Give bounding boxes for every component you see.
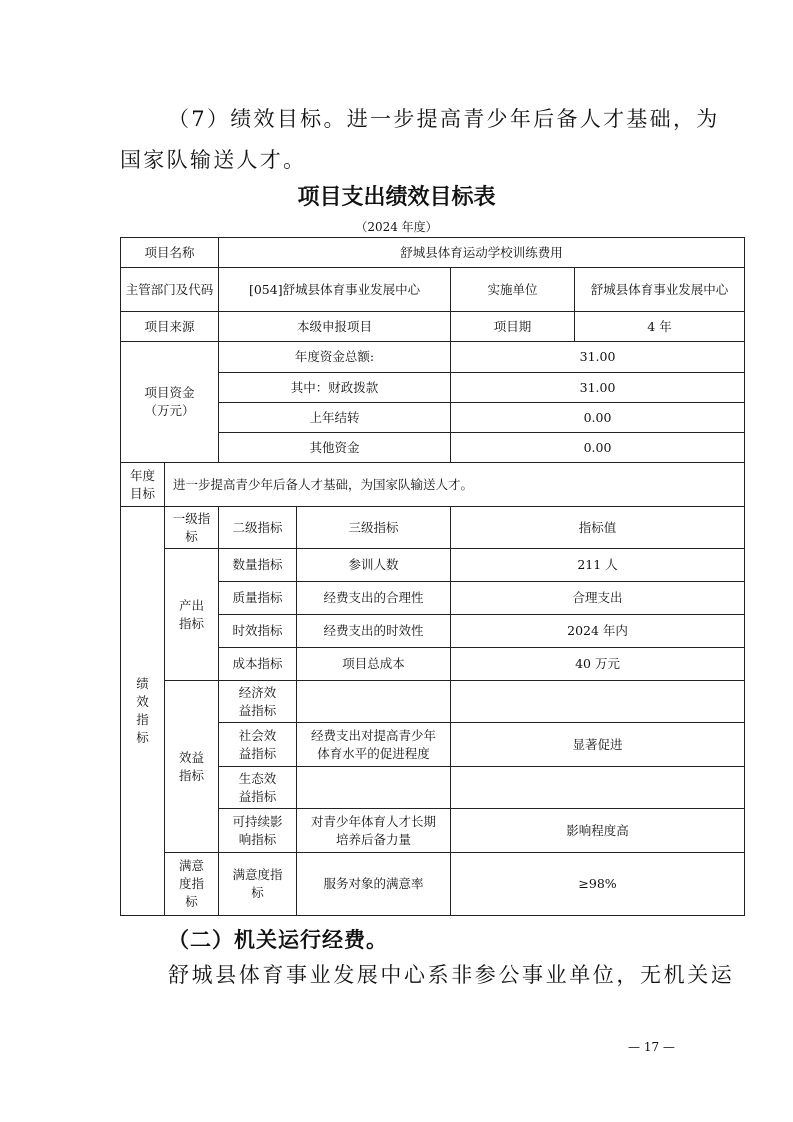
level3-cell [297, 681, 451, 723]
table-row [121, 238, 745, 268]
table-row [121, 342, 745, 373]
intro-line-1: （7）绩效目标。进一步提高青少年后备人才基础，为 [168, 107, 720, 131]
benefit-label: 效益指标 [165, 681, 219, 853]
level3-cell: 经费支出的合理性 [297, 582, 451, 615]
indicator-value: 40 万元 [451, 648, 745, 681]
indicator-value: 2024 年内 [451, 615, 745, 648]
header-value: 指标值 [451, 507, 745, 549]
table-row [121, 549, 745, 582]
table-row [121, 507, 745, 549]
source-label: 项目来源 [121, 312, 219, 342]
level2-cell: 成本指标 [219, 648, 297, 681]
table-row [121, 681, 745, 723]
indicator-value [451, 681, 745, 723]
performance-label: 绩效指标 [121, 507, 165, 916]
dept-value: [054]舒城县体育事业发展中心 [219, 268, 451, 312]
level2-cell: 时效指标 [219, 615, 297, 648]
table-title: 项目支出绩效目标表 [297, 185, 496, 210]
project-name-label: 项目名称 [121, 238, 219, 268]
header-level3: 三级指标 [297, 507, 451, 549]
level3-cell: 参训人数 [297, 549, 451, 582]
level2-cell: 社会效益指标 [219, 723, 297, 767]
table-row [121, 312, 745, 342]
funds-row-label: 其中：财政拨款 [219, 373, 451, 403]
indicator-value [451, 767, 745, 809]
project-name-value: 舒城县体育运动学校训练费用 [219, 238, 745, 268]
level2-cell: 数量指标 [219, 549, 297, 582]
indicator-value: 显著促进 [451, 723, 745, 767]
funds-row-label: 其他资金 [219, 433, 451, 463]
level3-cell: 经费支出的时效性 [297, 615, 451, 648]
section-body-text: 舒城县体育事业发展中心系非参公事业单位，无机关运 [168, 963, 735, 987]
funds-row-value: 0.00 [451, 403, 745, 433]
level2-cell: 经济效益指标 [219, 681, 297, 723]
dept-label: 主管部门及代码 [121, 268, 219, 312]
year-note: （2024 年度） [355, 220, 438, 234]
intro-line-2: 国家队输送人才。 [120, 148, 307, 172]
level3-cell: 服务对象的满意率 [297, 853, 451, 916]
funds-row-value: 31.00 [451, 342, 745, 373]
funds-row-value: 31.00 [451, 373, 745, 403]
header-level1: 一级指标 [165, 507, 219, 549]
header-level2: 二级指标 [219, 507, 297, 549]
indicator-value: 合理支出 [451, 582, 745, 615]
period-value: 4 年 [575, 312, 745, 342]
period-label: 项目期 [451, 312, 575, 342]
level2-cell: 质量指标 [219, 582, 297, 615]
funds-row-value: 0.00 [451, 433, 745, 463]
output-label: 产出指标 [165, 549, 219, 681]
annual-goal-value: 进一步提高青少年后备人才基础，为国家队输送人才。 [165, 463, 745, 507]
table-row [121, 853, 745, 916]
level3-cell [297, 767, 451, 809]
level2-cell: 满意度指标 [219, 853, 297, 916]
satisfaction-label: 满意度指标 [165, 853, 219, 916]
table-row [121, 463, 745, 507]
page-number: — 17 — [628, 1040, 675, 1054]
indicator-value: ≥98% [451, 853, 745, 916]
source-value: 本级申报项目 [219, 312, 451, 342]
indicator-value: 影响程度高 [451, 809, 745, 853]
level3-cell: 项目总成本 [297, 648, 451, 681]
indicator-value: 211 人 [451, 549, 745, 582]
level2-cell: 可持续影响指标 [219, 809, 297, 853]
funds-row-label: 上年结转 [219, 403, 451, 433]
level3-cell: 对青少年体育人才长期培养后备力量 [297, 809, 451, 853]
level3-cell: 经费支出对提高青少年体育水平的促进程度 [297, 723, 451, 767]
level2-cell: 生态效益指标 [219, 767, 297, 809]
funds-label: 项目资金（万元） [121, 342, 219, 463]
annual-goal-label: 年度目标 [121, 463, 165, 507]
funds-row-label: 年度资金总额: [219, 342, 451, 373]
impl-label: 实施单位 [451, 268, 575, 312]
table-row [121, 268, 745, 312]
section-heading: （二）机关运行经费。 [168, 928, 388, 952]
impl-value: 舒城县体育事业发展中心 [575, 268, 745, 312]
performance-target-table [120, 237, 745, 916]
